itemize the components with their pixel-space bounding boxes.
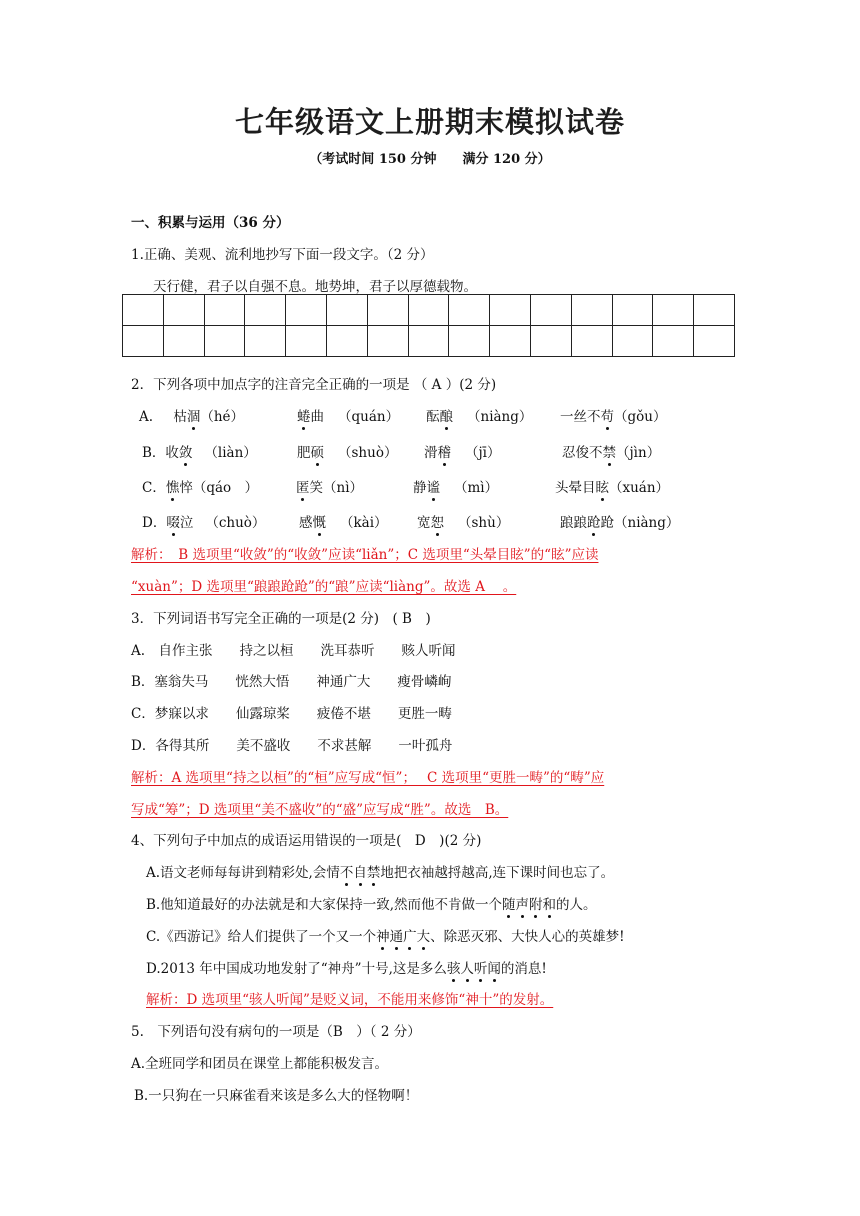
- q3-option-a: A. 自作主张 持之以桓 洗耳恭听 赅人听闻: [131, 643, 456, 659]
- grid-cell[interactable]: [490, 326, 531, 357]
- q2-c-word2: 匿笑（nì）: [296, 476, 363, 496]
- section-heading: 一、积累与运用（36 分）: [131, 215, 290, 231]
- q2-analysis-line2: “xuàn”；D 选项里“踉踉跄跄”的“踉”应读“liàng”。故选 A 。: [131, 579, 517, 595]
- grid-cell[interactable]: [326, 295, 367, 326]
- grid-cell[interactable]: [163, 326, 204, 357]
- grid-cell[interactable]: [530, 326, 571, 357]
- copy-passage: 天行健，君子以自强不息。地势坤，君子以厚德载物。: [153, 279, 477, 295]
- grid-cell[interactable]: [123, 295, 164, 326]
- q4-option-d: D.2013 年中国成功地发射了“神舟”十号,这是多么骇人听闻的消息!: [146, 957, 547, 977]
- dotted-idiom: 不自禁: [340, 865, 381, 881]
- q2-option-b: B．收敛 （liàn）: [142, 441, 257, 461]
- question-1: 1.正确、美观、流利地抄写下面一段文字。（2 分）: [131, 247, 434, 263]
- q4-option-b: B.他知道最好的办法就是和大家保持一致,然而他不肯做一个随声附和的人。: [146, 893, 597, 913]
- q2-a-word3: 酝酿 （niàng）: [426, 405, 532, 425]
- grid-cell[interactable]: [367, 326, 408, 357]
- grid-cell[interactable]: [204, 295, 245, 326]
- page-title: 七年级语文上册期末模拟试卷: [234, 105, 625, 139]
- grid-cell[interactable]: [653, 326, 694, 357]
- dotted-idiom: 神通广大: [376, 929, 430, 945]
- question-4: 4、下列句子中加点的成语运用错误的一项是( D )(2 分): [131, 833, 482, 849]
- q2-d-word3: 宽恕 （shù）: [417, 511, 509, 531]
- q2-d-word2: 感慨 （kài）: [299, 511, 388, 531]
- grid-cell[interactable]: [204, 326, 245, 357]
- grid-cell[interactable]: [530, 295, 571, 326]
- q2-a-word2: 蜷曲 （quán）: [297, 405, 399, 425]
- q2-c-word4: 头晕目眩（xuán）: [555, 476, 669, 496]
- grid-cell[interactable]: [163, 295, 204, 326]
- q5-option-b: B.一只狗在一只麻雀看来该是多么大的怪物啊！: [134, 1088, 419, 1104]
- q2-option-d: D．啜泣 （chuò）: [142, 511, 265, 531]
- q3-analysis-line2: 写成“筹”；D 选项里“美不盛收”的“盛”应写成“胜”。故选 B。: [131, 802, 509, 818]
- q3-option-d: D．各得其所 美不盛收 不求甚解 一叶孤舟: [131, 738, 453, 754]
- question-2: 2．下列各项中加点字的注音完全正确的一项是 （ A ）(2 分): [131, 377, 497, 393]
- grid-cell[interactable]: [612, 295, 653, 326]
- grid-cell[interactable]: [694, 326, 735, 357]
- grid-cell[interactable]: [490, 295, 531, 326]
- q4-option-a: A.语文老师每每讲到精彩处,会情不自禁地把衣袖越捋越高,连下课时间也忘了。: [146, 861, 614, 881]
- exam-subtitle: （考试时间 150 分钟 满分 120 分）: [309, 152, 551, 167]
- grid-cell[interactable]: [367, 295, 408, 326]
- question-3: 3．下列词语书写完全正确的一项是(2 分) ( B ): [131, 611, 431, 627]
- grid-cell[interactable]: [408, 326, 449, 357]
- q3-analysis-line1: 解析：A 选项里“持之以桓”的“桓”应写成“恒”； C 选项里“更胜一畴”的“畴”应: [131, 770, 605, 786]
- grid-cell[interactable]: [571, 295, 612, 326]
- q2-b-word4: 忍俊不禁（jìn）: [562, 441, 660, 461]
- q2-analysis-line1: 解析： B 选项里“收敛”的“收敛”应读“liǎn”；C 选项里“头晕目眩”的“眩”应读: [131, 547, 599, 563]
- dotted-idiom: 骇人听闻: [447, 961, 501, 977]
- q3-option-b: B．塞翁失马 恍然大悟 神通广大 瘦骨嶙峋: [131, 674, 452, 690]
- q5-option-a: A.全班同学和团员在课堂上都能积极发言。: [131, 1056, 389, 1072]
- grid-cell[interactable]: [571, 326, 612, 357]
- grid-cell[interactable]: [694, 295, 735, 326]
- grid-cell[interactable]: [245, 326, 286, 357]
- grid-cell[interactable]: [449, 295, 490, 326]
- q2-option-a: A. 枯涸（hé）: [139, 405, 244, 425]
- q2-b-word3: 滑稽 （jī）: [424, 441, 501, 461]
- q2-c-word3: 静谧 （mì）: [413, 476, 498, 496]
- q2-option-c: C．憔悴（qáo ）: [142, 476, 258, 496]
- grid-cell[interactable]: [653, 295, 694, 326]
- question-5: 5. 下列语句没有病句的一项是（B ）（ 2 分）: [131, 1024, 421, 1040]
- q2-a-word4: 一丝不苟（gǒu）: [560, 405, 666, 425]
- dotted-idiom: 随声附和: [502, 897, 556, 913]
- grid-cell[interactable]: [286, 326, 327, 357]
- grid-cell[interactable]: [408, 295, 449, 326]
- q3-option-c: C．梦寐以求 仙露琼桨 疲倦不堪 更胜一畴: [131, 706, 452, 722]
- grid-cell[interactable]: [612, 326, 653, 357]
- q2-b-word2: 肥硕 （shuò）: [297, 441, 397, 461]
- grid-cell[interactable]: [245, 295, 286, 326]
- writing-grid: [122, 294, 735, 357]
- q4-analysis: 解析：D 选项里“骇人听闻”是贬义词，不能用来修饰“神十”的发射。: [146, 992, 554, 1008]
- grid-cell[interactable]: [123, 326, 164, 357]
- q2-d-word4: 踉踉跄跄（niàng）: [560, 511, 679, 531]
- grid-row: [123, 326, 735, 357]
- grid-cell[interactable]: [326, 326, 367, 357]
- grid-cell[interactable]: [449, 326, 490, 357]
- grid-row: [123, 295, 735, 326]
- q4-option-c: C.《西游记》给人们提供了一个又一个神通广大、除恶灭邪、大快人心的英雄梦!: [146, 925, 625, 945]
- grid-cell[interactable]: [286, 295, 327, 326]
